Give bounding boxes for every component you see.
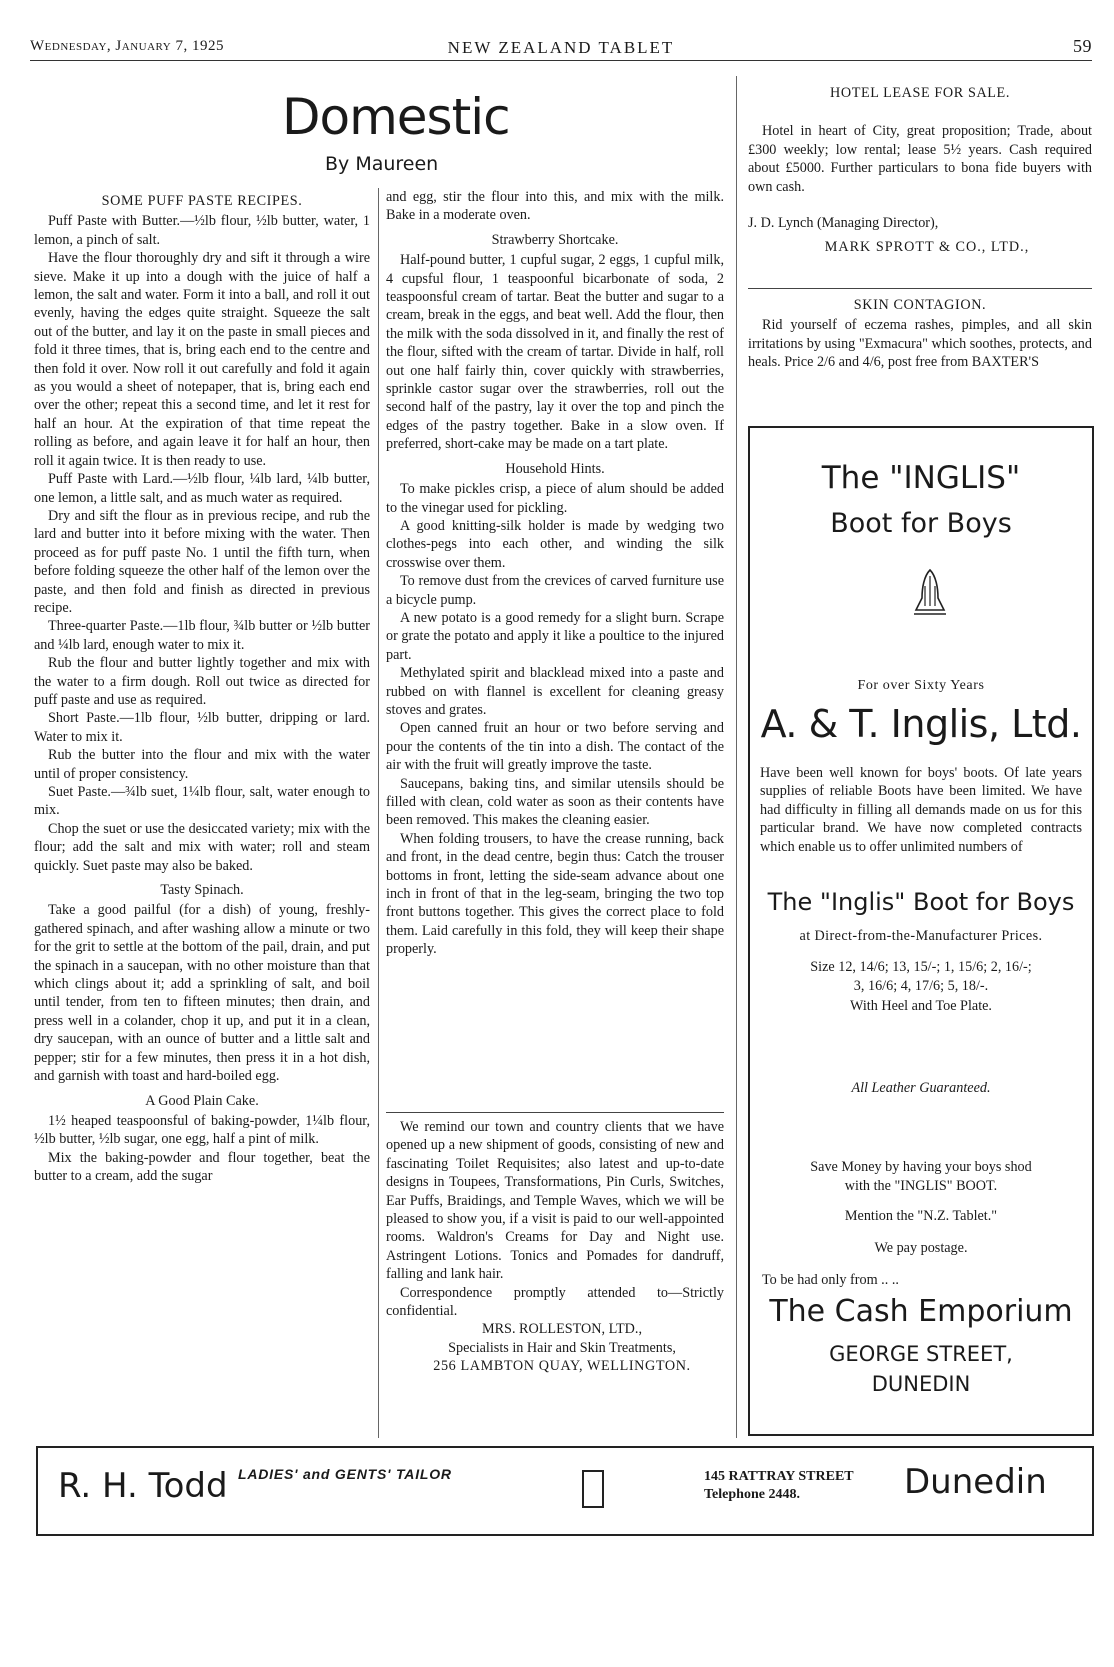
ad-price-note: at Direct-from-the-Manufacturer Prices. [799,928,1043,944]
byline: By Maureen [325,153,439,175]
banner-box-icon [582,1470,604,1508]
paragraph: When folding trousers, to have the crease running, back and front, in the dead centre, begin thus: Catch the trouser bottoms in front, letting the side-seam advance about one inch in front of that in the leg-seam, bringing the two top front buttons together. This gives the correct place to fold them. Laid carefully in this fold, they will keep their shape properly. [386,830,724,958]
ad-since: For over Sixty Years [857,678,985,693]
paragraph: Three-quarter Paste.—1lb flour, ¾lb butter or ½lb butter and ¼lb lard, enough water to mix it. [34,618,370,653]
header-rule [30,60,1092,61]
ad-guarantee: All Leather Guaranteed. [851,1080,991,1096]
section-rule [748,288,1092,289]
paragraph: Chop the suet or use the desiccated variety; mix with the flour; add the salt and mix with water; roll and steam quickly. Suet paste may also be baked. [34,820,370,874]
todd-tailor-banner [36,1446,1094,1536]
paragraph: Puff Paste with Lard.—½lb flour, ¼lb lard, ¼lb butter, one lemon, a little salt, and as much water as required. [34,471,370,506]
hotel-body: Hotel in heart of City, great proposition; Trade, about £300 weekly; low rental; lease 5½ years. Cash required about £5000. Further particulars to bona fide buyers with own cash. [748,123,1092,195]
page-header [30,34,1092,68]
ad-store-city: DUNEDIN [871,1372,971,1396]
paragraph: Half-pound butter, 1 cupful sugar, 2 eggs, 1 cupful milk, 4 cupsful flour, 1 teaspoonful bicarbonate of soda, 2 teaspoonsful cream of tartar. Beat the butter and sugar to a cream, break in the eggs, and beat well. Add the flour, then the milk with the soda dissolved in it, and finally the rest of the flour, sifted with the cream of tartar. Divide in half, roll out one half fairly thin, cover quickly with strawberries, sprinkle castor sugar over the strawberries, roll out the second half of the pastry, lay it over the top and pinch the edges of the pastry together. Bake in a slow oven. If preferred, short-cake may be made on a tart plate. [386,252,724,453]
ad-store-street: GEORGE STREET, [829,1342,1013,1366]
inglis-advertisement [748,426,1094,1436]
banner-city: Dunedin [904,1462,1047,1502]
ad-firm-name: A. & T. Inglis, Ltd. [760,702,1082,746]
paragraph: Rub the butter into the flour and mix with the water until of proper consistency. [34,747,370,782]
paragraph: Have the flour thoroughly dry and sift it through a wire sieve. Make it up into a dough with the juice of half a lemon, the salt and water. Form it into a ball, and roll it out evenly, having the edges quite straight. Squeeze the salt out of the butter, and lay it on the paste in small pieces and fold it three times, that is, bring each end to the centre and then fold it over. Now roll it out carefully and fold it again as you would a sheet of notepaper, that is, bring each end over the other; repeat this a second time, and let it rest for half an hour. At the expiration of that time repeat the rolling as before, and again leave it for half an hour, then roll it again twice. It is then ready to use. [34,250,370,469]
paragraph: To remove dust from the crevices of carved furniture use a bicycle pump. [386,573,724,608]
banner-address-block [704,1468,854,1504]
paragraph: Mix the baking-powder and flour together, beat the butter to a cream, add the sugar [34,1149,370,1185]
ad-availability: To be had only from .. .. [762,1272,899,1288]
banner-trade: LADIES' and GENTS' TAILOR [238,1466,452,1482]
ad-postage: We pay postage. [874,1240,968,1256]
ad-store-name: The Cash Emporium [769,1294,1073,1329]
paragraph: Open canned fruit an hour or two before serving and pour the contents of the tin into a dish. The contact of the air with the fruit will greatly improve the taste. [386,720,724,774]
banner-phone: Telephone 2448. [704,1487,800,1502]
paragraph: Suet Paste.—¾lb suet, 1¼lb flour, salt, water enough to mix. [34,784,370,819]
paragraph: 1½ heaped teaspoonsful of baking-powder, 1¼lb flour, ½lb butter, ½lb sugar, one egg, half a pint of milk. [34,1112,370,1148]
column-two [386,188,724,959]
skin-body: Rid yourself of eczema rashes, pimples, and all skin irritations by using "Exmacura" which soothes, protects, and heals. Price 2/6 and 4/6, post free from BAXTER'S [748,317,1092,371]
skin-heading: SKIN CONTAGION. [853,297,987,313]
ad-save-line-2: with the "INGLIS" BOOT. [844,1178,998,1194]
paragraph: and egg, stir the flour into this, and mix with the milk. Bake in a moderate oven. [386,189,724,224]
rolleston-address: 256 LAMBTON QUAY, WELLINGTON. [433,1358,691,1375]
paragraph: Take a good pailful (for a dish) of young, freshly-gathered spinach, and after washing allow a minute or two for the grit to settle at the bottom of the pail, drain, and put the spinach in a saucepan, with no other moisture than that which clings about it; add a sprinkling of salt, and boil until tender, from ten to fifteen minutes; then drain, and press well in a colander, chop it up, and put it in a clean, dry saucepan, with an ounce of butter and a little salt and pepper; stir for a few minutes, then press it in a hot dish, and garnish with toast and hard-boiled egg. [34,902,370,1085]
paragraph: Puff Paste with Butter.—½lb flour, ½lb butter, water, 1 lemon, a pinch of salt. [34,213,370,248]
ad-save-money [760,1158,1082,1196]
ad-sizes [760,958,1082,996]
ad-heel-note: With Heel and Toe Plate. [850,998,992,1014]
paragraph: Rub the flour and butter lightly together and mix with the water to a firm dough. Roll out twice as directed for puff paste and use as required. [34,655,370,708]
rolleston-body: We remind our town and country clients that we have opened up a new shipment of goods, consisting of new and fascinating Toilet Requisites; also latest and up-to-date designs in Toupees, Transformations, Pin Curls, Switches, Ear Puffs, Braidings, and Temple Waves, which we will be pleased to show you, if a visit is paid to our well-appointed rooms. Waldron's Creams for Day and Night use. Astringent Lotions. Tonics and Pomades for dandruff, falling and lank hair. [386,1119,724,1283]
ad-title-line-2: Boot for Boys [830,508,1012,539]
rolleston-correspondence: Correspondence promptly attended to—Strictly confidential. [386,1284,724,1320]
banner-name: R. H. Todd [58,1466,228,1506]
ad-sizes-line-2: 3, 16/6; 4, 17/6; 5, 18/-. [853,978,989,994]
recipe-heading: Strawberry Shortcake. [491,231,619,248]
hotel-signature-firm: MARK SPROTT & CO., LTD., [824,239,1030,256]
recipe-heading: Tasty Spinach. [160,882,244,899]
banner-address: 145 RATTRAY STREET [704,1469,854,1484]
section-rule [386,1112,724,1113]
rolleston-specialists: Specialists in Hair and Skin Treatments, [448,1339,676,1356]
paragraph: Short Paste.—1lb flour, ½lb butter, dripping or lard. Water to mix it. [34,710,370,745]
paragraph: To make pickles crisp, a piece of alum should be added to the vinegar used for pickling. [386,481,724,516]
classifieds-column [748,84,1092,257]
rolleston-firm: MRS. ROLLESTON, LTD., [481,1321,643,1338]
ad-body: Have been well known for boys' boots. Of late years supplies of reliable Boots have been limited. We have had difficulty in filling all demands made on us for this particular brand. We have now completed contracts which enable us to offer unlimited numbers of [760,765,1082,855]
rolleston-notice [386,1118,724,1376]
column-one [34,188,370,1186]
page-number: 59 [1073,36,1092,56]
paragraph: Methylated spirit and blacklead mixed into a paste and rubbed on with flannel is excellent for cleaning greasy stoves and grates. [386,665,724,718]
paragraph: A good knitting-silk holder is made by wedging two clothes-pegs into each other, and winding the silk crosswise over them. [386,517,724,571]
paragraph: Dry and sift the flour as in previous recipe, and rub the lard and butter into it before mixing with the water. Then proceed as for puff paste No. 1 until the fifth turn, when before folding squeeze the other half of the lemon over the paste, and then fold and finish as directed in previous recipe. [34,507,370,616]
column-divider [736,76,737,1438]
recipe-heading: A Good Plain Cake. [145,1092,259,1109]
bell-logo-icon [910,566,950,618]
issue-date: Wednesday, January 7, 1925 [30,38,224,54]
section-title: Domestic [282,88,510,146]
column-divider [378,188,379,1438]
recipe-heading: Household Hints. [505,460,605,477]
hotel-signature-name: J. D. Lynch (Managing Director), [748,215,939,232]
hotel-heading: HOTEL LEASE FOR SALE. [830,85,1010,101]
paragraph: A new potato is a good remedy for a slight burn. Scrape or grate the potato and apply it like a poultice to the injured part. [386,609,724,663]
ad-title-line-1: The "INGLIS" [821,460,1021,496]
ad-product-name: The "Inglis" Boot for Boys [767,888,1075,916]
skin-notice [748,296,1092,372]
paragraph: Saucepans, baking tins, and similar utensils should be filled with clean, cold water as soon as their contents have been removed. This makes the cleaning easier. [386,775,724,829]
ad-save-line-1: Save Money by having your boys shod [810,1159,1032,1175]
ad-mention: Mention the "N.Z. Tablet." [844,1208,998,1224]
publication-title: NEW ZEALAND TABLET [447,38,675,57]
recipe-heading: SOME PUFF PASTE RECIPES. [101,193,303,209]
ad-sizes-line-1: Size 12, 14/6; 13, 15/-; 1, 15/6; 2, 16/-; [810,959,1032,975]
